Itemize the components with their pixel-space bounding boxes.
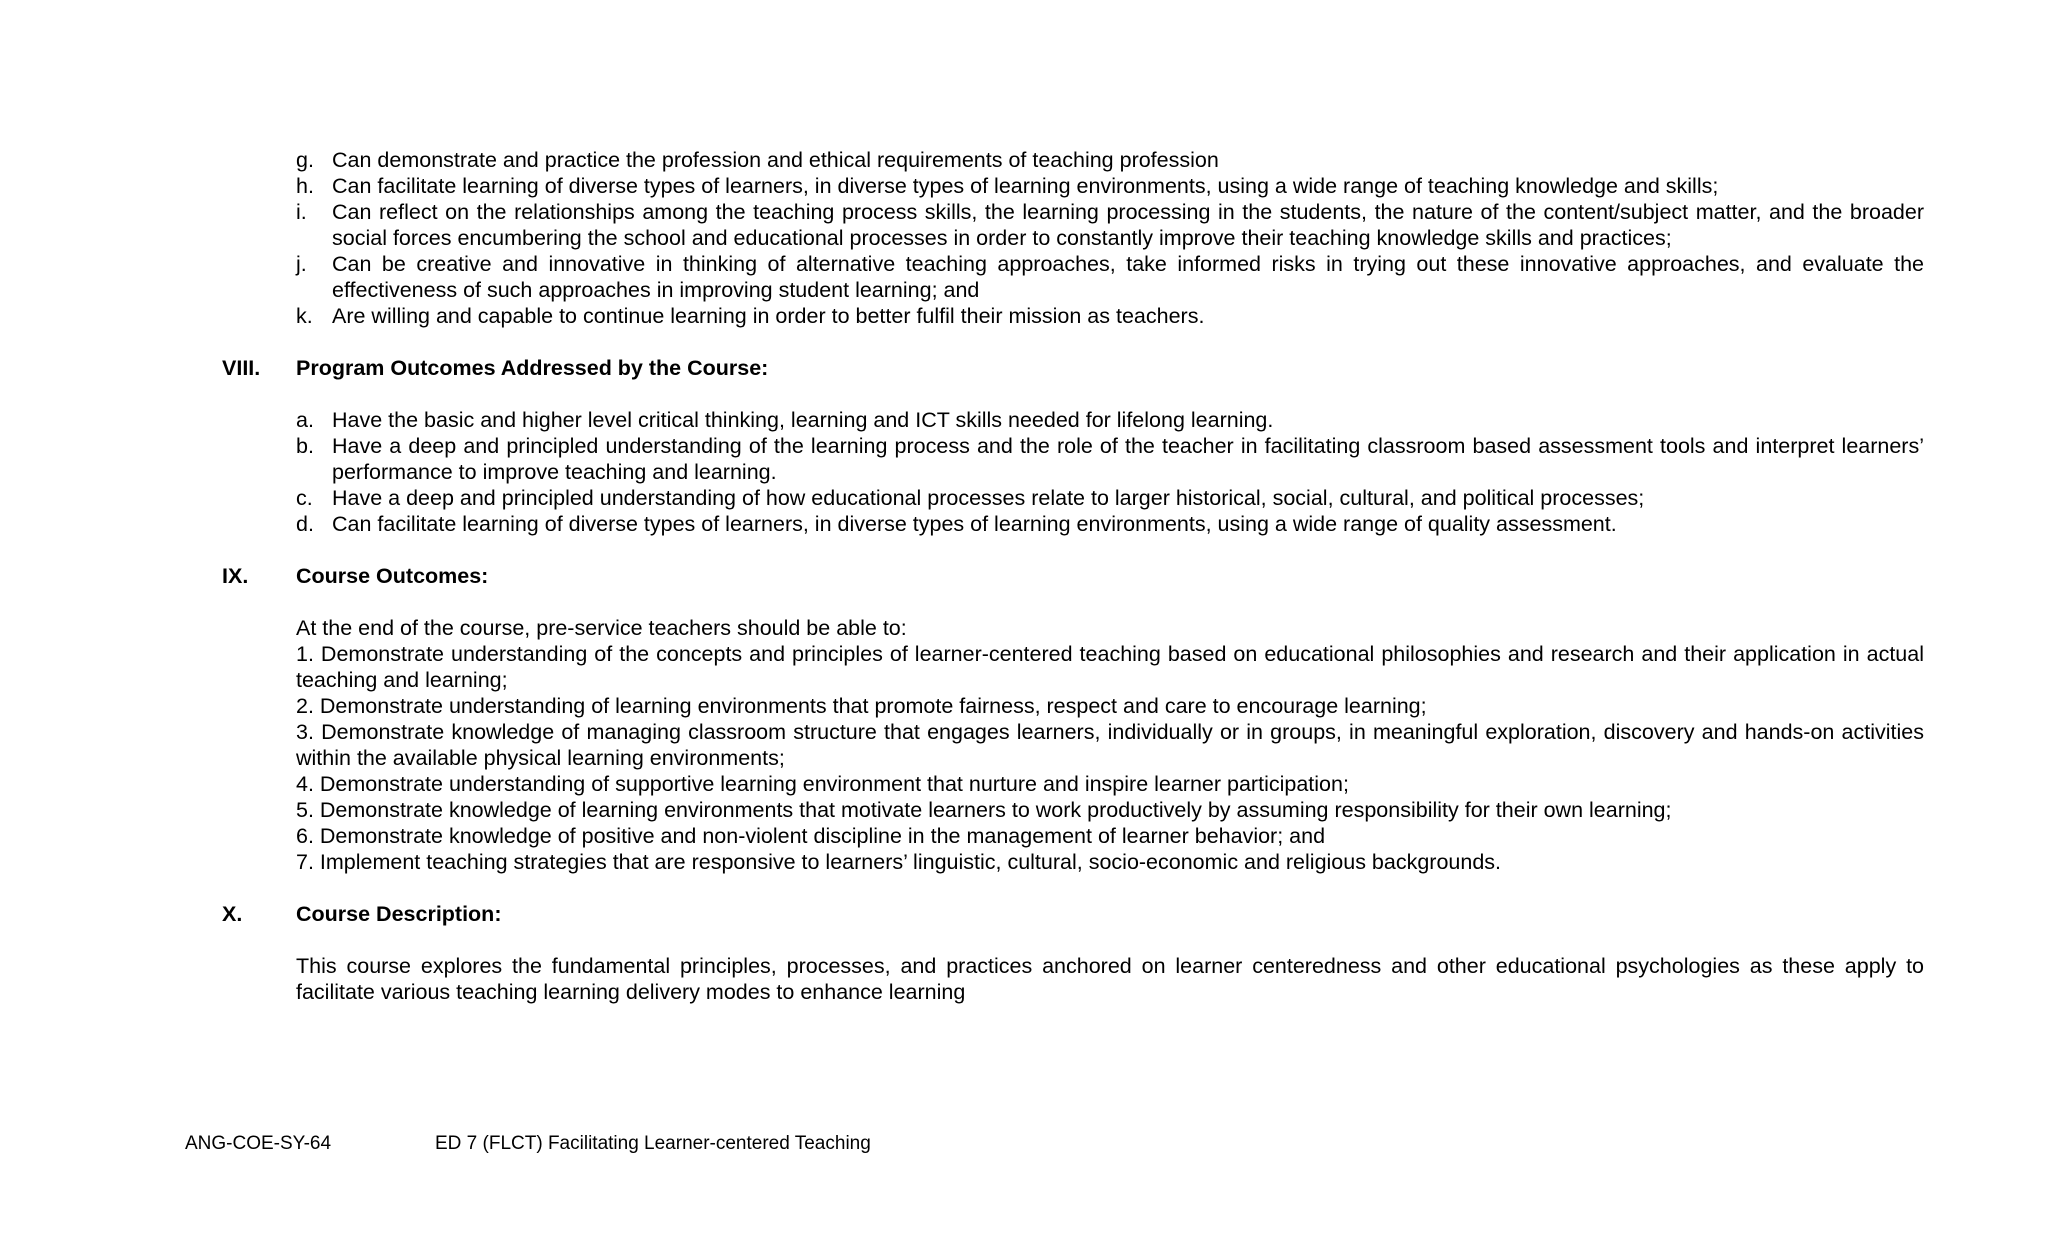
- list-item: [296, 511, 1924, 537]
- course-description-text: This course explores the fundamental principles, processes, and practices anchored on learner centeredness and other educational psychologies as these apply to facilitate various teaching learning delivery modes to enhance learning: [296, 954, 1924, 1004]
- section-number: X.: [222, 902, 243, 926]
- section-number: VIII.: [222, 356, 261, 380]
- course-outcomes-block: [296, 615, 1924, 875]
- list-marker: a.: [296, 408, 314, 432]
- list-item-text: Have a deep and principled understanding of how educational processes relate to larger historical, social, cultural, and political processes;: [332, 486, 1645, 510]
- list-marker: d.: [296, 512, 314, 536]
- list-item: [296, 199, 1924, 251]
- list-marker: k.: [296, 304, 313, 328]
- program-outcomes-list-continued: [296, 147, 1924, 329]
- section-title: Program Outcomes Addressed by the Course:: [296, 356, 769, 380]
- course-outcome-item: 5. Demonstrate knowledge of learning environments that motivate learners to work productively by assuming responsibility for their own learning;: [296, 798, 1672, 822]
- list-item: [296, 485, 1924, 511]
- list-item: [296, 433, 1924, 485]
- list-marker: g.: [296, 148, 314, 172]
- list-item: [296, 407, 1924, 433]
- footer-document-code: ANG-COE-SY-64: [185, 1133, 332, 1154]
- course-outcome-item: 2. Demonstrate understanding of learning environments that promote fairness, respect and care to encourage learning;: [296, 694, 1427, 718]
- course-outcomes-intro: At the end of the course, pre-service teachers should be able to:: [296, 616, 907, 640]
- course-outcome-item: 3. Demonstrate knowledge of managing classroom structure that engages learners, individually or in groups, in meaningful exploration, discovery and hands-on activities within the available physical learning environments;: [296, 720, 1924, 770]
- list-item-text: Can facilitate learning of diverse types of learners, in diverse types of learning environments, using a wide range of teaching knowledge and skills;: [332, 174, 1719, 198]
- list-item: [296, 303, 1924, 329]
- course-outcome-item: 4. Demonstrate understanding of supportive learning environment that nurture and inspire learner participation;: [296, 772, 1349, 796]
- list-item-text: Have the basic and higher level critical thinking, learning and ICT skills needed for lifelong learning.: [332, 408, 1274, 432]
- list-item: [296, 147, 1924, 173]
- list-item: [296, 173, 1924, 199]
- list-marker: c.: [296, 486, 313, 510]
- list-item-text: Can reflect on the relationships among the teaching process skills, the learning processing in the students, the nature of the content/subject matter, and the broader social forces encumbering the school and educational processes in order to constantly improve their teaching knowledge skills and practices;: [332, 200, 1924, 250]
- list-item-text: Have a deep and principled understanding of the learning process and the role of the teacher in facilitating classroom based assessment tools and interpret learners’ performance to improve teaching and learning.: [332, 434, 1924, 484]
- list-item-text: Can facilitate learning of diverse types of learners, in diverse types of learning environments, using a wide range of quality assessment.: [332, 512, 1617, 536]
- course-description-block: [296, 953, 1924, 1005]
- course-outcome-item: 7. Implement teaching strategies that are responsive to learners’ linguistic, cultural, socio-economic and religious backgrounds.: [296, 850, 1502, 874]
- course-outcome-item: 6. Demonstrate knowledge of positive and non-violent discipline in the management of learner behavior; and: [296, 824, 1326, 848]
- list-marker: j.: [296, 252, 307, 276]
- section-title: Course Outcomes:: [296, 564, 489, 588]
- list-item: [296, 251, 1924, 303]
- list-item-text: Are willing and capable to continue learning in order to better fulfil their mission as teachers.: [332, 304, 1205, 328]
- list-marker: i.: [296, 200, 307, 224]
- list-item-text: Can demonstrate and practice the profession and ethical requirements of teaching profession: [332, 148, 1219, 172]
- section-number: IX.: [222, 564, 249, 588]
- list-item-text: Can be creative and innovative in thinking of alternative teaching approaches, take informed risks in trying out these innovative approaches, and evaluate the effectiveness of such approaches in improving student learning; and: [332, 252, 1924, 302]
- footer-course-title: ED 7 (FLCT) Facilitating Learner-centered Teaching: [435, 1133, 871, 1154]
- course-outcome-item: 1. Demonstrate understanding of the concepts and principles of learner-centered teaching based on educational philosophies and research and their application in actual teaching and learning;: [296, 642, 1924, 692]
- list-marker: b.: [296, 434, 314, 458]
- list-marker: h.: [296, 174, 314, 198]
- section-title: Course Description:: [296, 902, 502, 926]
- program-outcomes-list: [296, 407, 1924, 537]
